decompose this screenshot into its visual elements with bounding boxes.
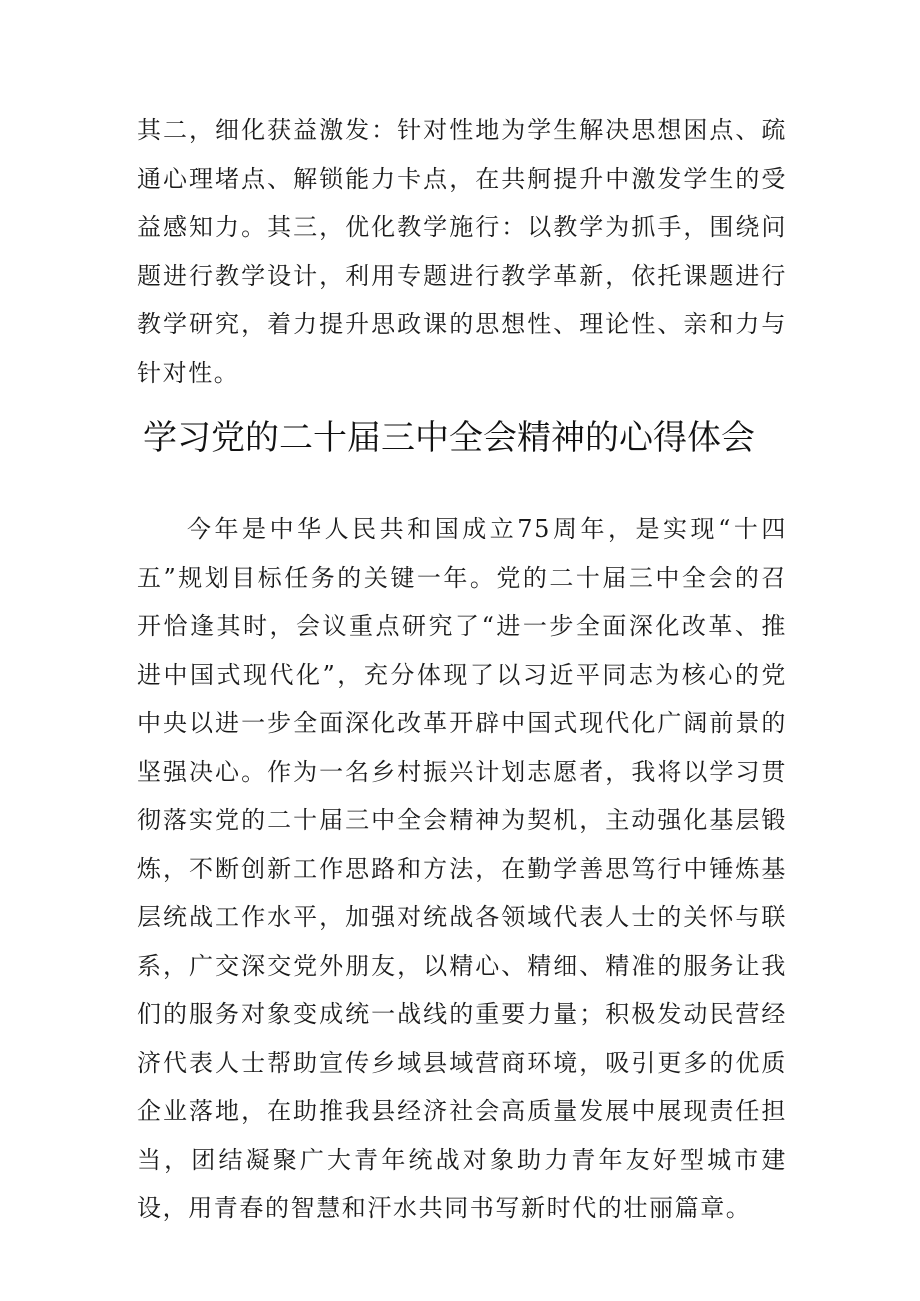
paragraph-continuation: 其二，细化获益激发：针对性地为学生解决思想困点、疏通心理堵点、解锁能力卡点，在共舸提升中激发学生的受益感知力。其三，优化教学施行：以教学为抓手，围绕问题进行教学设计，利用专题进行教学革新，依托课题进行教学研究，着力提升思政课的思想性、理论性、亲和力与针对性。 <box>137 116 787 387</box>
paragraph-body: 今年是中华人民共和国成立75周年，是实现“十四五”规划目标任务的关键一年。党的二十届三中全会的召开恰逢其时，会议重点研究了“进一步全面深化改革、推进中国式现代化”，充分体现了以习近平同志为核心的党中央以进一步全面深化改革开辟中国式现代化广阔前景的坚强决心。作为一名乡村振兴计划志愿者，我将以学习贯彻落实党的二十届三中全会精神为契机，主动强化基层锻炼，不断创新工作思路和方法，在勤学善思笃行中锤炼基层统战工作水平，加强对统战各领域代表人士的关怀与联系，广交深交党外朋友，以精心、精细、精准的服务让我们的服务对象变成统一战线的重要力量；积极发动民营经济代表人士帮助宣传乡域县域营商环境，吸引更多的优质企业落地，在助推我县经济社会高质量发展中展现责任担当，团结凝聚广大青年统战对象助力青年友好型城市建设，用青春的智慧和汗水共同书写新时代的壮丽篇章。 <box>137 515 787 1222</box>
article-title: 学习党的二十届三中全会精神的心得体会 <box>143 418 755 458</box>
